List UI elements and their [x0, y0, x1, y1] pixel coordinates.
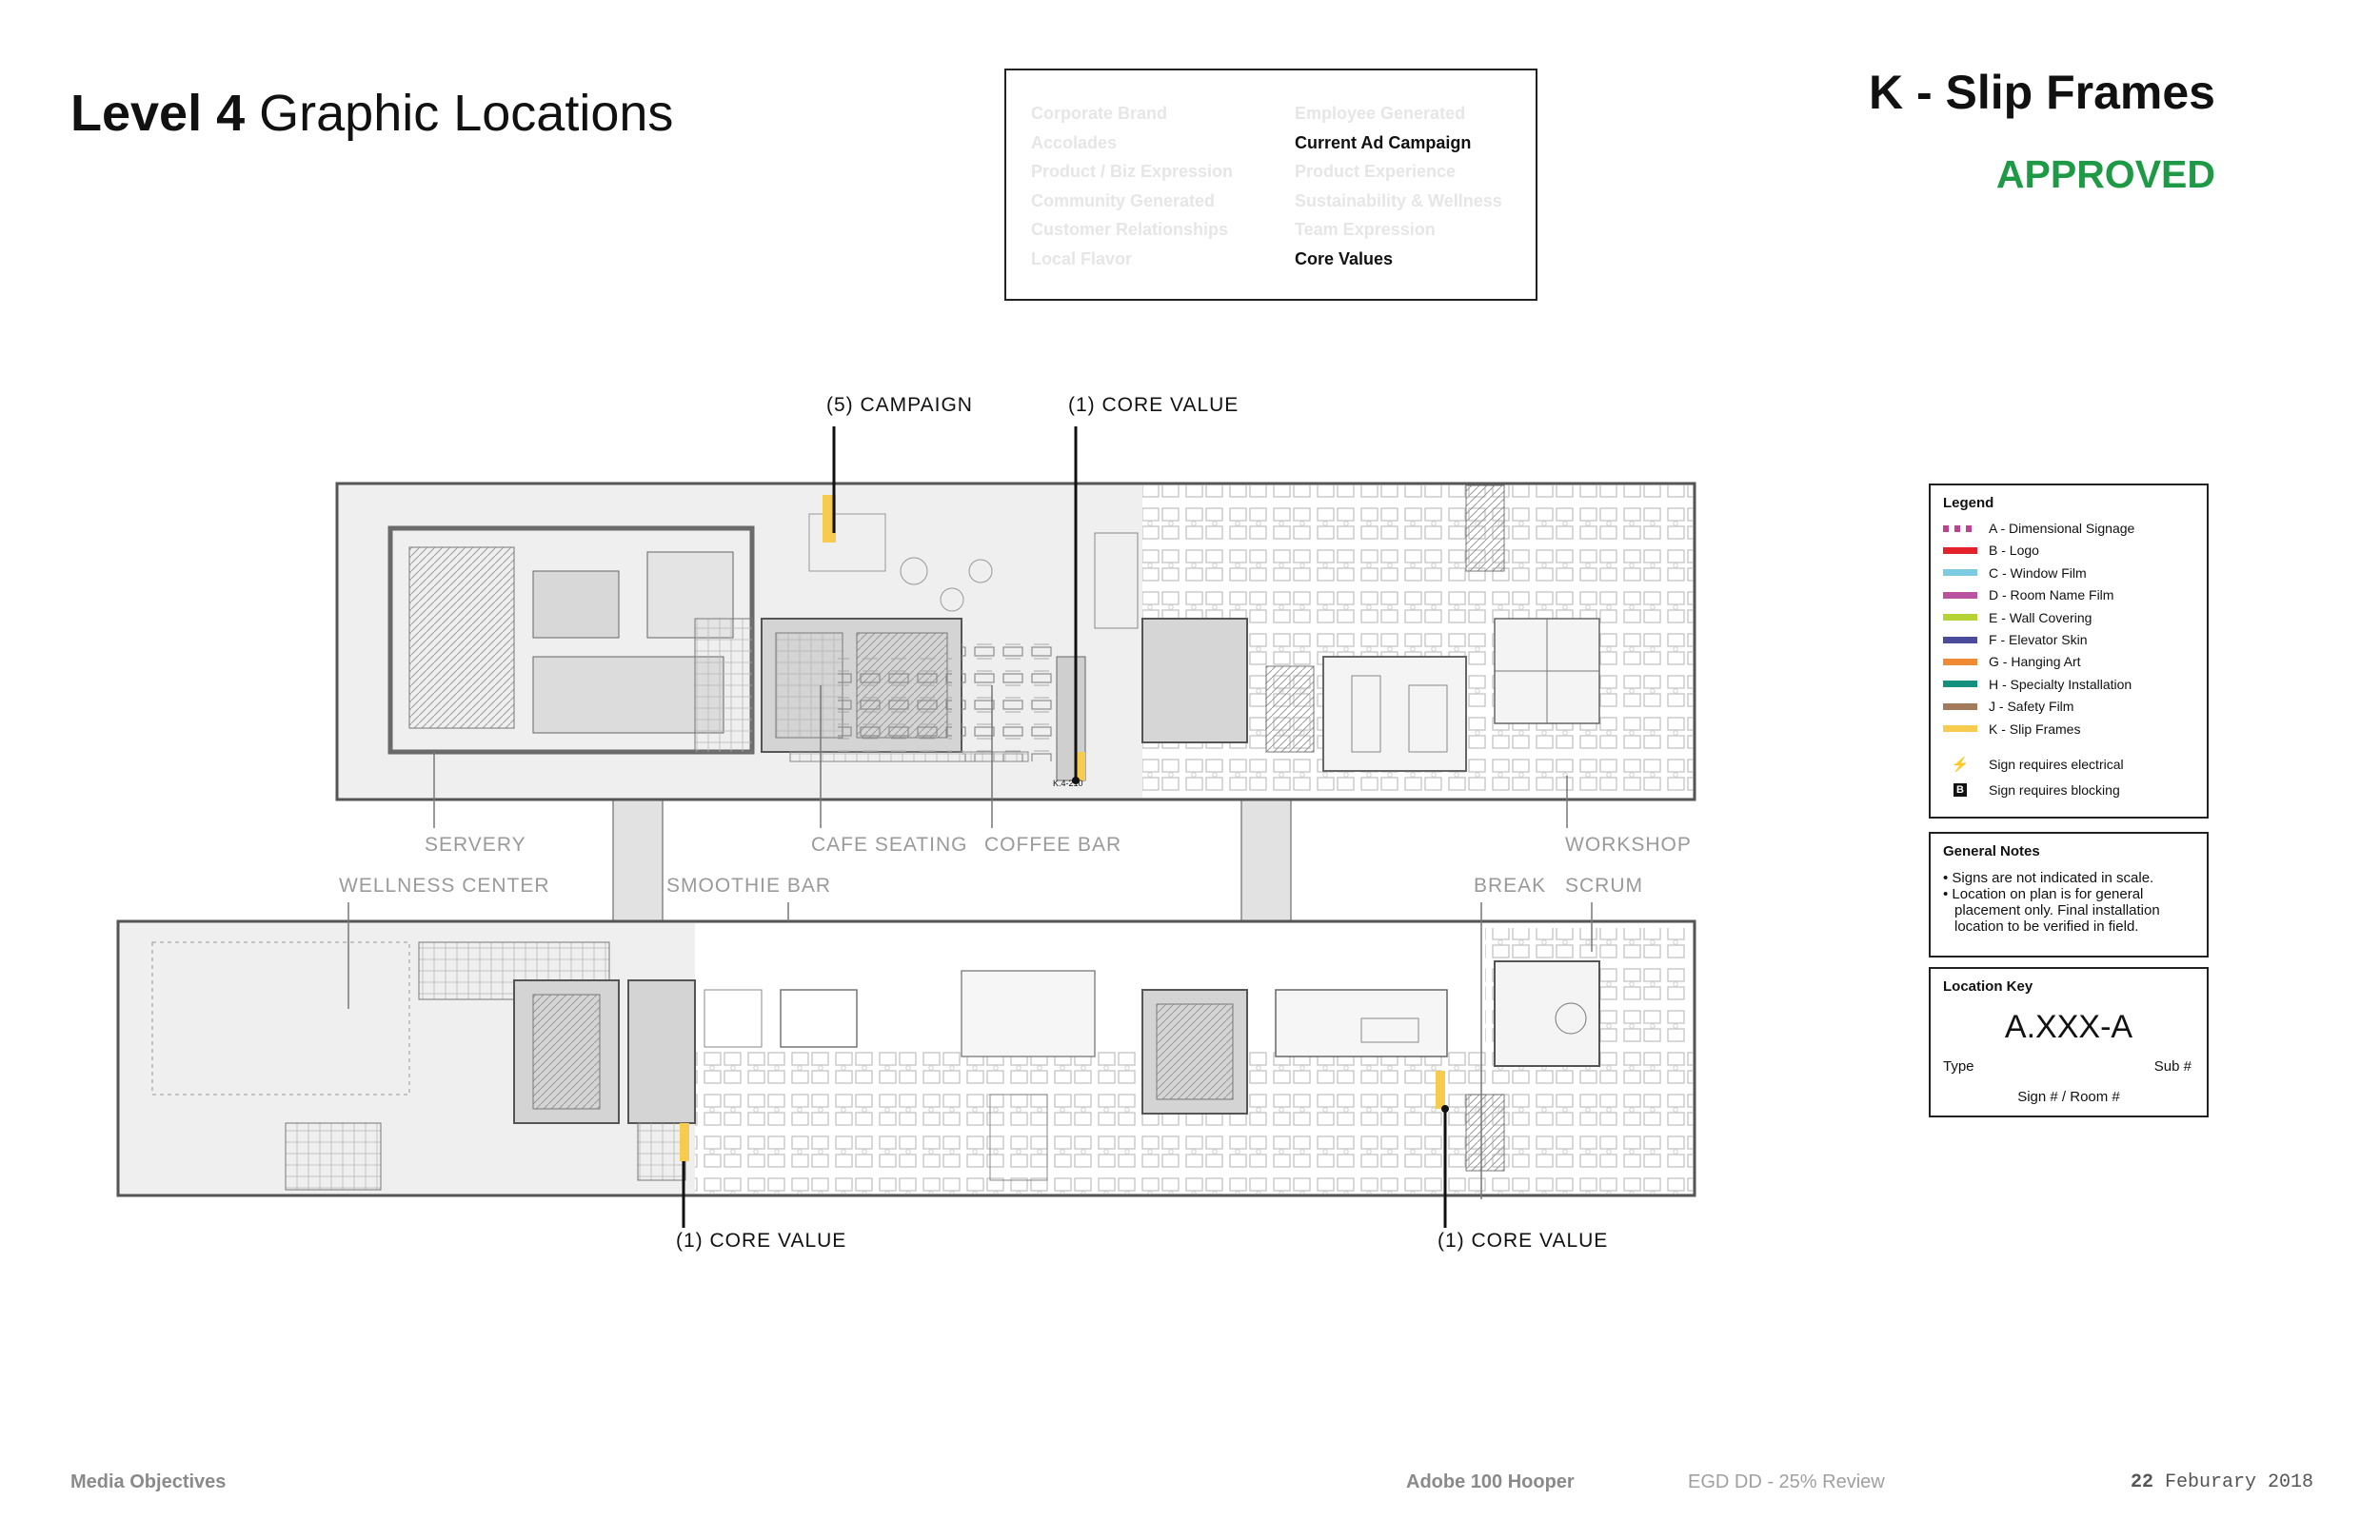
legend-symbol	[1943, 754, 2124, 775]
footer-date-day: 22	[2130, 1471, 2153, 1493]
room-label-workshop: WORKSHOP	[1565, 834, 1692, 856]
room-label-servery: SERVERY	[425, 834, 526, 856]
legend-item	[1943, 518, 2134, 539]
footer-date	[2131, 1471, 2313, 1493]
objective-item: Customer Relationships	[1031, 220, 1229, 239]
legend-symbol-label: Sign requires blocking	[1989, 782, 2120, 798]
footer-media-objectives: Media Objectives	[70, 1471, 227, 1492]
lower-floor	[118, 921, 1695, 1195]
objective-item: Product / Biz Expression	[1031, 162, 1234, 181]
legend-item	[1943, 719, 2080, 740]
legend-panel	[1929, 484, 2209, 819]
legend-swatch	[1943, 659, 1977, 665]
legend-swatch	[1943, 725, 1977, 732]
room-label-wellness-center: WELLNESS CENTER	[339, 875, 550, 897]
footer-review: EGD DD - 25% Review	[1688, 1471, 1885, 1492]
objective-item: Employee Generated	[1295, 104, 1466, 123]
lightning-icon: ⚡	[1951, 757, 1970, 773]
objective-item-active: Core Values	[1295, 248, 1394, 268]
slip-frame-marker	[680, 1123, 689, 1161]
location-key-panel	[1929, 967, 2209, 1117]
general-note-item: • Location on plan is for general placement only. Final installation location to be verified in field.	[1943, 886, 2160, 935]
general-notes-list	[1943, 870, 2200, 935]
legend-item-label: K - Slip Frames	[1989, 721, 2081, 737]
footer-date-rest: Feburary 2018	[2164, 1471, 2313, 1493]
objective-item: Corporate Brand	[1031, 104, 1168, 123]
connector-bridge-left	[613, 800, 663, 923]
objective-item: Sustainability & Wellness	[1295, 190, 1502, 210]
legend-symbol-label: Sign requires electrical	[1989, 757, 2124, 772]
legend-item	[1943, 696, 2073, 717]
legend-swatch	[1943, 569, 1977, 576]
legend-item-label: D - Room Name Film	[1989, 587, 2114, 603]
page-title-level: Level 4	[70, 85, 246, 142]
legend-swatch	[1943, 681, 1977, 687]
legend-swatch	[1943, 592, 1977, 599]
legend-item-label: C - Window Film	[1989, 564, 2087, 581]
upper-floor	[337, 484, 1695, 800]
callout-core-value-top: (1) CORE VALUE	[1068, 394, 1240, 416]
legend-swatch	[1943, 703, 1977, 710]
room-label-smoothie-bar: SMOOTHIE BAR	[666, 875, 832, 897]
legend-item-label: E - Wall Covering	[1989, 609, 2092, 625]
connector-bridge-right	[1241, 800, 1291, 923]
objective-item: Community Generated	[1031, 190, 1216, 210]
callout-campaign-top: (5) CAMPAIGN	[826, 394, 973, 416]
general-notes-panel	[1929, 832, 2209, 958]
legend-item	[1943, 584, 2113, 605]
objective-item: Local Flavor	[1031, 248, 1133, 268]
room-label-cafe-seating: CAFE SEATING	[811, 834, 968, 856]
legend-item-label: J - Safety Film	[1989, 699, 2074, 715]
legend-item	[1943, 540, 2039, 561]
legend-swatch	[1943, 547, 1977, 554]
location-key-sub: Sub #	[2153, 1058, 2192, 1075]
location-key-title: Location Key	[1943, 978, 2033, 995]
legend-item	[1943, 651, 2081, 672]
legend-item-label: H - Specialty Installation	[1989, 676, 2132, 692]
slip-frame-marker	[1436, 1071, 1445, 1109]
legend-item-label: G - Hanging Art	[1989, 654, 2081, 670]
legend-swatch	[1943, 614, 1977, 621]
callout-core-value-bottom-right: (1) CORE VALUE	[1438, 1230, 1609, 1252]
room-label-scrum: SCRUM	[1565, 875, 1643, 897]
legend-title: Legend	[1943, 495, 1994, 511]
status-badge: APPROVED	[1995, 152, 2215, 196]
sheet-title: K - Slip Frames	[1869, 66, 2215, 119]
legend-swatch	[1943, 637, 1977, 643]
legend-item-label: A - Dimensional Signage	[1989, 521, 2135, 536]
legend-item-label: B - Logo	[1989, 543, 2039, 559]
legend-item	[1943, 674, 2132, 695]
footer-project: Adobe 100 Hooper	[1406, 1471, 1575, 1492]
location-key-code: A.XXX-A	[2004, 1009, 2133, 1045]
page-title-rest: Graphic Locations	[259, 85, 674, 142]
general-note-item: • Signs are not indicated in scale.	[1943, 870, 2154, 886]
legend-item	[1943, 563, 2087, 583]
location-key-type: Type	[1943, 1058, 1974, 1075]
objective-item: Team Expression	[1295, 220, 1436, 239]
legend-item-label: F - Elevator Skin	[1989, 632, 2088, 647]
general-notes-title: General Notes	[1943, 843, 2040, 859]
objective-item: Product Experience	[1295, 162, 1457, 181]
legend-item	[1943, 629, 2087, 650]
legend-symbol	[1943, 780, 2120, 800]
legend-swatch	[1943, 525, 1977, 532]
objective-item-active: Current Ad Campaign	[1295, 132, 1472, 152]
room-label-coffee-bar: COFFEE BAR	[984, 834, 1122, 856]
location-key-sign: Sign # / Room #	[2017, 1089, 2120, 1105]
legend-item	[1943, 607, 2092, 628]
objective-item: Accolades	[1031, 132, 1118, 152]
blocking-icon: B	[1943, 783, 1977, 797]
plan-tag: K.4-210	[1053, 779, 1083, 788]
callout-core-value-bottom-left: (1) CORE VALUE	[676, 1230, 847, 1252]
room-label-break: BREAK	[1474, 875, 1547, 897]
